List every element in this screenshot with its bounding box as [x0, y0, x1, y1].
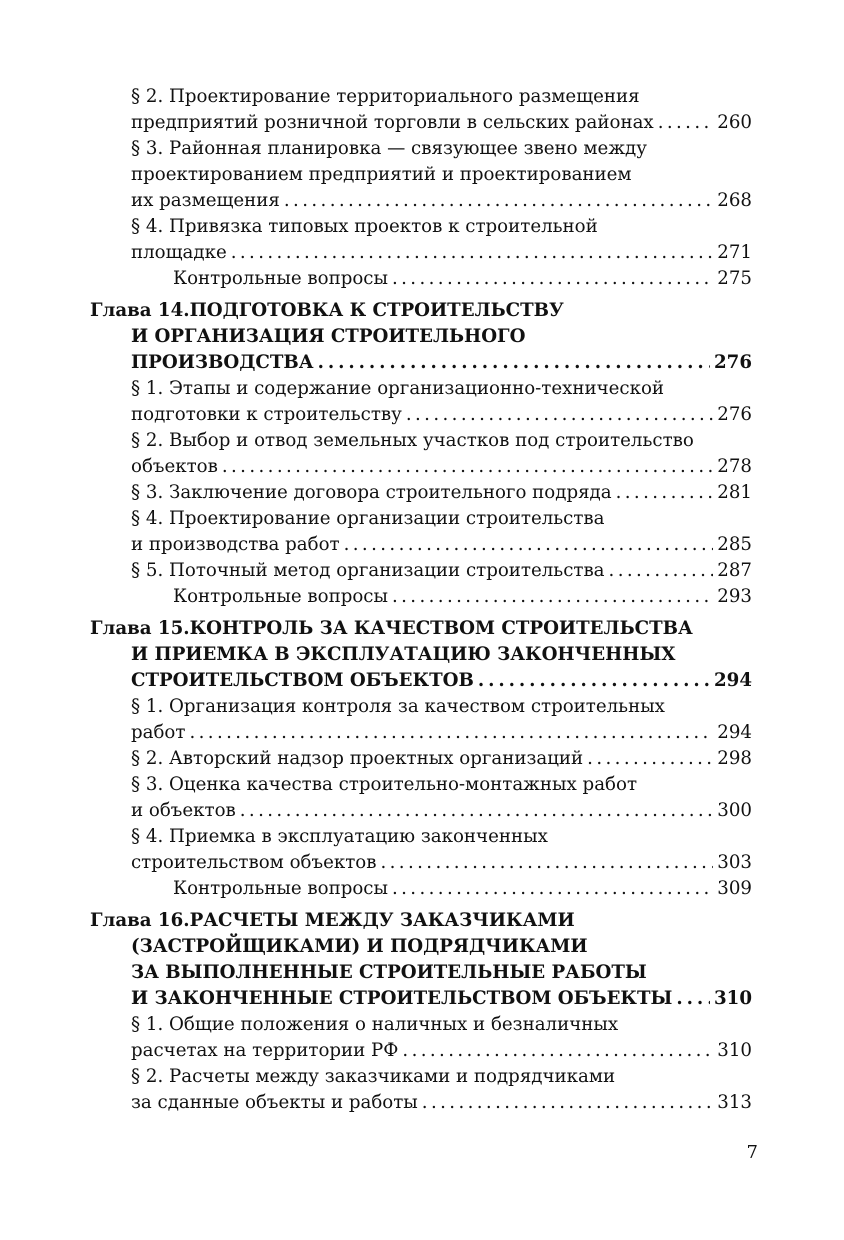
- toc-line: [90, 720, 752, 746]
- toc-line-text: строительством объектов: [131, 852, 377, 873]
- dot-leader: [284, 188, 713, 214]
- chapter-title-line: И ОРГАНИЗАЦИЯ СТРОИТЕЛЬНОГО: [131, 326, 526, 347]
- chapter-title-line: ЗА ВЫПОЛНЕННЫЕ СТРОИТЕЛЬНЫЕ РАБОТЫ: [131, 962, 647, 983]
- page-ref: 313: [717, 1092, 752, 1113]
- chapter-title-line: [90, 616, 752, 642]
- toc-line-text: площадке: [131, 242, 227, 263]
- dot-leader: [344, 532, 714, 558]
- dot-leader: [402, 1038, 713, 1064]
- dot-leader: [406, 402, 713, 428]
- dot-leader: [658, 110, 714, 136]
- page-ref: 276: [714, 352, 752, 373]
- table-of-contents: [90, 84, 752, 1116]
- toc-line: § 2. Выбор и отвод земельных участков под строительство: [131, 430, 694, 451]
- dot-leader: [676, 986, 710, 1012]
- chapter-title-line: [90, 986, 752, 1012]
- page-ref: 260: [717, 112, 752, 133]
- toc-line-text: и производства работ: [131, 534, 340, 555]
- control-questions-entry: [90, 584, 752, 610]
- page-ref: 298: [717, 748, 752, 769]
- page-ref: 294: [717, 722, 752, 743]
- toc-line: [90, 1038, 752, 1064]
- toc-line: [90, 746, 752, 772]
- control-questions-entry: [90, 266, 752, 292]
- page-ref: 310: [717, 1040, 752, 1061]
- toc-line: [90, 454, 752, 480]
- toc-line-text: объектов: [131, 456, 218, 477]
- chapter-title-line: [90, 668, 752, 694]
- dot-leader: [240, 798, 714, 824]
- control-questions-entry: [90, 876, 752, 902]
- section-entry: [90, 1012, 752, 1064]
- dot-leader: [478, 668, 710, 694]
- section-entry: [90, 428, 752, 480]
- toc-line-text: и объектов: [131, 800, 236, 821]
- chapter-heading: [90, 908, 752, 1012]
- chapter-title-line: (ЗАСТРОЙЩИКАМИ) И ПОДРЯДЧИКАМИ: [131, 936, 588, 957]
- toc-line: § 3. Районная планировка — связующее звено между: [131, 138, 647, 159]
- section-entry: [90, 84, 752, 136]
- toc-line: § 1. Организация контроля за качеством строительных: [131, 696, 665, 717]
- dot-leader: [231, 240, 714, 266]
- toc-line: [90, 876, 752, 902]
- page-ref: 278: [717, 456, 752, 477]
- dot-leader: [609, 558, 714, 584]
- toc-line-text: подготовки к строительству: [131, 404, 402, 425]
- chapter-heading: [90, 298, 752, 376]
- toc-line: [90, 532, 752, 558]
- toc-line: проектированием предприятий и проектированием: [131, 164, 632, 185]
- toc-line: [90, 1090, 752, 1116]
- chapter-number: Глава 15.: [90, 618, 190, 639]
- section-entry: [90, 694, 752, 746]
- dot-leader: [189, 720, 713, 746]
- dot-leader: [380, 850, 713, 876]
- chapter-title-text: РАСЧЕТЫ МЕЖДУ ЗАКАЗЧИКАМИ: [189, 910, 575, 931]
- page-ref: 287: [717, 560, 752, 581]
- toc-line: § 2. Расчеты между заказчиками и подрядчиками: [131, 1066, 616, 1087]
- page-ref: 268: [717, 190, 752, 211]
- toc-line: [90, 558, 752, 584]
- toc-line: § 1. Этапы и содержание организационно-технической: [131, 378, 665, 399]
- section-entry: [90, 506, 752, 558]
- toc-line: § 3. Оценка качества строительно-монтажных работ: [131, 774, 637, 795]
- toc-line: [90, 850, 752, 876]
- toc-line: [90, 402, 752, 428]
- chapter-number: Глава 16.: [90, 910, 190, 931]
- toc-line-text: СТРОИТЕЛЬСТВОМ ОБЪЕКТОВ: [131, 670, 474, 691]
- page-ref: 303: [717, 852, 752, 873]
- toc-line: § 1. Общие положения о наличных и безналичных: [131, 1014, 619, 1035]
- toc-line: § 2. Проектирование территориального размещения: [131, 86, 640, 107]
- toc-line-text: Контрольные вопросы: [173, 586, 388, 607]
- dot-leader: [392, 266, 713, 292]
- page-ref: 275: [717, 268, 752, 289]
- toc-line: § 4. Проектирование организации строительства: [131, 508, 605, 529]
- section-entry: [90, 376, 752, 428]
- dot-leader: [587, 746, 713, 772]
- toc-line-text: расчетах на территории РФ: [131, 1040, 399, 1061]
- section-entry: [90, 1064, 752, 1116]
- toc-line-text: § 5. Поточный метод организации строительства: [131, 560, 605, 581]
- toc-line-text: за сданные объекты и работы: [131, 1092, 418, 1113]
- section-entry: [90, 480, 752, 506]
- toc-line-text: § 3. Заключение договора строительного подряда: [131, 482, 612, 503]
- chapter-title-line: [90, 350, 752, 376]
- section-entry: [90, 746, 752, 772]
- toc-line: § 4. Привязка типовых проектов к строительной: [131, 216, 598, 237]
- page-ref: 271: [717, 242, 752, 263]
- page-ref: 309: [717, 878, 752, 899]
- toc-line-text: Контрольные вопросы: [173, 878, 388, 899]
- toc-line: [90, 480, 752, 506]
- toc-line-text: их размещения: [131, 190, 280, 211]
- toc-line: [90, 110, 752, 136]
- toc-line: [90, 798, 752, 824]
- chapter-title-line: [90, 298, 752, 324]
- page-ref: 293: [717, 586, 752, 607]
- dot-leader: [616, 480, 714, 506]
- toc-line: [90, 188, 752, 214]
- dot-leader: [318, 350, 710, 376]
- section-entry: [90, 136, 752, 214]
- page-ref: 294: [714, 670, 752, 691]
- chapter-heading: [90, 616, 752, 694]
- page-ref: 285: [717, 534, 752, 555]
- toc-line: § 4. Приемка в эксплуатацию законченных: [131, 826, 548, 847]
- page-number: 7: [746, 1142, 758, 1163]
- section-entry: [90, 772, 752, 824]
- toc-line-text: ПРОИЗВОДСТВА: [131, 352, 314, 373]
- chapter-title-line: [90, 908, 752, 934]
- page-ref: 276: [717, 404, 752, 425]
- toc-line-text: § 2. Авторский надзор проектных организаций: [131, 748, 584, 769]
- chapter-title-text: ПОДГОТОВКА К СТРОИТЕЛЬСТВУ: [189, 300, 564, 321]
- toc-line-text: работ: [131, 722, 186, 743]
- chapter-title-text: КОНТРОЛЬ ЗА КАЧЕСТВОМ СТРОИТЕЛЬСТВА: [189, 618, 693, 639]
- toc-line: [90, 266, 752, 292]
- toc-line: [90, 584, 752, 610]
- dot-leader: [392, 876, 713, 902]
- section-entry: [90, 824, 752, 876]
- chapter-title-line: И ПРИЕМКА В ЭКСПЛУАТАЦИЮ ЗАКОНЧЕННЫХ: [131, 644, 676, 665]
- dot-leader: [222, 454, 713, 480]
- dot-leader: [392, 584, 713, 610]
- section-entry: [90, 214, 752, 266]
- page-ref: 300: [717, 800, 752, 821]
- dot-leader: [422, 1090, 713, 1116]
- toc-line: [90, 240, 752, 266]
- toc-line-text: И ЗАКОНЧЕННЫЕ СТРОИТЕЛЬСТВОМ ОБЪЕКТЫ: [131, 988, 673, 1009]
- toc-line-text: предприятий розничной торговли в сельских районах: [131, 112, 654, 133]
- page-ref: 310: [714, 988, 752, 1009]
- chapter-number: Глава 14.: [90, 300, 190, 321]
- toc-line-text: Контрольные вопросы: [173, 268, 388, 289]
- section-entry: [90, 558, 752, 584]
- page-ref: 281: [717, 482, 752, 503]
